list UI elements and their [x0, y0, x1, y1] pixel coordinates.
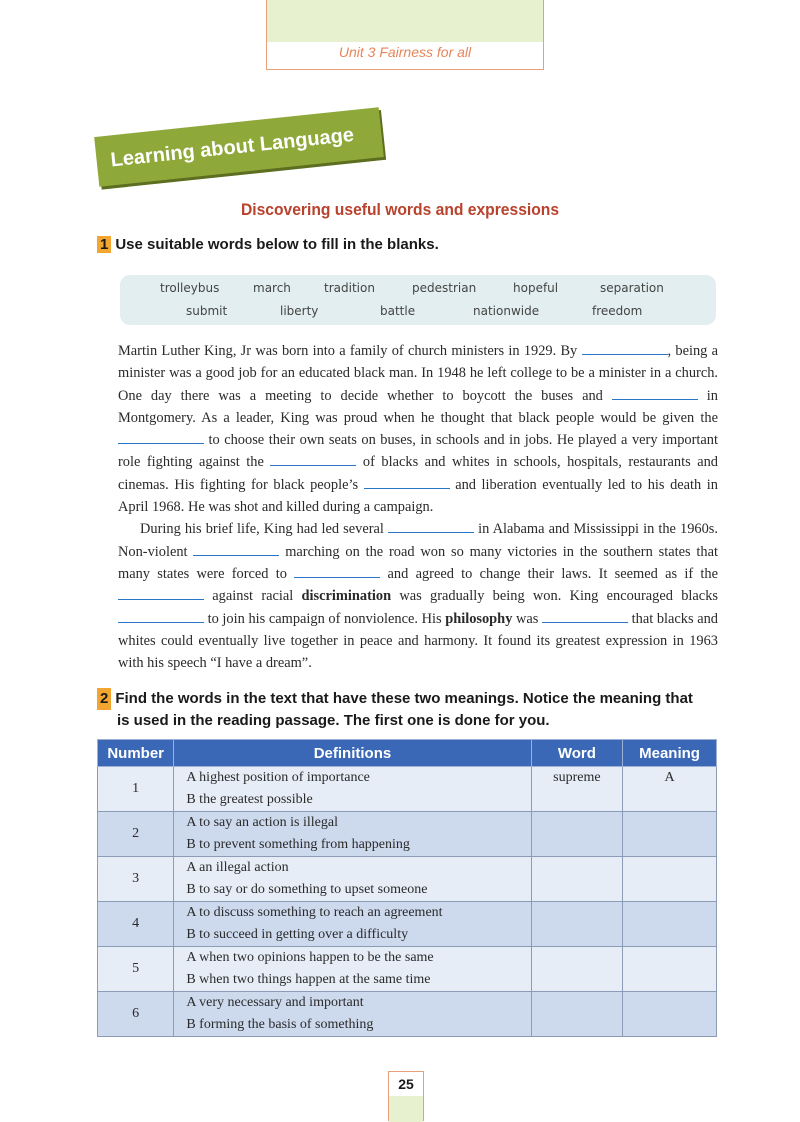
word-bank-item: trolleybus [160, 281, 220, 295]
exercise-2-instruction-2: is used in the reading passage. The first one is done for you. [117, 712, 550, 729]
word-bank-item: tradition [324, 281, 375, 295]
row-number: 2 [98, 812, 174, 857]
blank-6[interactable] [388, 520, 474, 533]
row-meaning[interactable] [623, 902, 717, 947]
row-number: 5 [98, 947, 174, 992]
word-bank-item: freedom [592, 304, 643, 318]
blank-7[interactable] [193, 543, 279, 556]
row-word[interactable]: supreme [531, 767, 622, 812]
keyword-discrimination: discrimination [301, 588, 392, 605]
row-definitions: A to say an action is illegal B to prevent something from happening [174, 812, 531, 857]
keyword-philosophy: philosophy [445, 610, 513, 627]
row-meaning[interactable] [623, 992, 717, 1037]
header-meaning: Meaning [623, 740, 717, 767]
table-row [98, 767, 717, 812]
row-meaning[interactable] [623, 857, 717, 902]
word-bank-item: liberty [280, 304, 319, 318]
row-word[interactable] [531, 992, 622, 1037]
word-bank-item: nationwide [473, 304, 540, 318]
unit-header [266, 0, 544, 70]
row-definitions: A highest position of importance B the greatest possible [174, 767, 531, 812]
blank-10[interactable] [118, 610, 204, 623]
definitions-table [97, 739, 717, 1037]
blank-5[interactable] [364, 476, 450, 489]
exercise-2-number: 2 [97, 688, 111, 710]
row-definitions: A when two opinions happen to be the same B when two things happen at the same time [174, 947, 531, 992]
word-bank-item: march [253, 281, 291, 295]
row-definitions: A an illegal action B to say or do something to upset someone [174, 857, 531, 902]
header-number: Number [98, 740, 174, 767]
header-word: Word [531, 740, 622, 767]
section-title: Discovering useful words and expressions [240, 200, 560, 219]
word-bank-item: submit [186, 304, 228, 318]
word-bank-item: separation [600, 281, 664, 295]
blank-3[interactable] [118, 431, 204, 444]
table-row [98, 902, 717, 947]
row-number: 6 [98, 992, 174, 1037]
row-definitions: A to discuss something to reach an agreement B to succeed in getting over a difficulty [174, 902, 531, 947]
row-word[interactable] [531, 902, 622, 947]
section-banner: Learning about Language [94, 107, 384, 187]
row-meaning[interactable] [623, 947, 717, 992]
exercise-1-instruction: Use suitable words below to fill in the blanks. [115, 236, 439, 253]
page-number-box [388, 1071, 424, 1121]
page-number: 25 [398, 1076, 414, 1092]
table-row [98, 992, 717, 1037]
table-row [98, 947, 717, 992]
row-number: 4 [98, 902, 174, 947]
word-bank-item: hopeful [513, 281, 559, 295]
table-row [98, 812, 717, 857]
row-word[interactable] [531, 812, 622, 857]
row-number: 1 [98, 767, 174, 812]
passage-paragraph-2: During his brief life, King had led several in Alabama and Mississippi in the 1960s. Non-violent marching on the road won so many victories in the southern states that many states were forced to and agreed to change their laws. It seemed as if the against racial discrimination was gradually being won. King encouraged blacks to join his campaign of nonviolence. His philosophy was that blacks and whites could eventually live together in peace and harmony. It found its greatest expression in 1963 with his speech “I have a dream”. [118, 521, 719, 672]
table-row [98, 857, 717, 902]
row-word[interactable] [531, 857, 622, 902]
page-number-decoration [389, 1096, 423, 1122]
exercise-1-number: 1 [97, 236, 111, 253]
row-meaning[interactable]: A [623, 767, 717, 812]
row-word[interactable] [531, 947, 622, 992]
word-bank-item: pedestrian [412, 281, 477, 295]
row-meaning[interactable] [623, 812, 717, 857]
exercise-1-heading [97, 236, 439, 253]
reading-passage [118, 340, 718, 674]
row-definitions: A very necessary and important B forming the basis of something [174, 992, 531, 1037]
blank-2[interactable] [612, 387, 698, 400]
unit-header-decoration [267, 0, 543, 42]
blank-4[interactable] [270, 453, 356, 466]
exercise-2-instruction: Find the words in the text that have these two meanings. Notice the meaning that [115, 690, 693, 707]
table-header-row [98, 740, 717, 767]
exercise-2-heading [97, 688, 693, 732]
blank-9[interactable] [118, 587, 204, 600]
blank-1[interactable] [582, 342, 668, 355]
row-number: 3 [98, 857, 174, 902]
passage-paragraph-1: Martin Luther King, Jr was born into a family of church ministers in 1929. By , being a minister was a good job for an educated black man. In 1948 he left college to be a minister in a church. One day there was a meeting to decide whether to boycott the buses and in Montgomery. As a leader, King was proud when he thought that black people would be given the to choose their own seats on buses, in schools and in jobs. He played a very important role fighting against the of blacks and whites in schools, hospitals, restaurants and cinemas. His fighting for black people’s and liberation eventually led to his death in April 1968. He was shot and killed during a campaign. [118, 343, 718, 516]
blank-8[interactable] [294, 565, 380, 578]
unit-title: Unit 3 Fairness for all [338, 44, 472, 60]
blank-11[interactable] [542, 610, 628, 623]
word-bank [120, 275, 716, 325]
header-definitions: Definitions [174, 740, 531, 767]
word-bank-item: battle [380, 304, 416, 318]
